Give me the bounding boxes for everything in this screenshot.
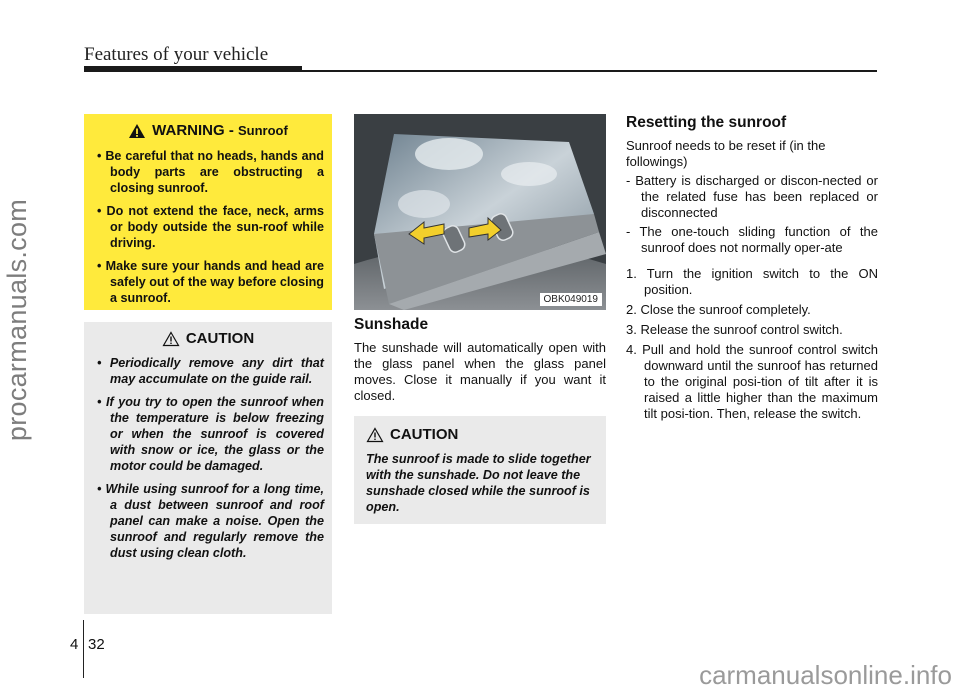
reset-step-item: 3. Release the sunroof control switch.	[626, 322, 843, 337]
caution-triangle-icon	[162, 331, 180, 347]
caution-box-guide-rail	[84, 322, 332, 614]
caution-sunshade-text: The sunroof is made to slide together with the sunshade. Do not leave the sunshade closed while the sunroof is open.	[366, 452, 591, 514]
caution-title	[366, 426, 596, 443]
warning-title-subject: Sunroof	[238, 123, 288, 138]
sunroof-illustration	[354, 114, 606, 310]
warning-item: • Do not extend the face, neck, arms or body outside the sun-roof while driving.	[97, 204, 324, 250]
caution-box-sunshade	[354, 416, 606, 524]
header-rule-thin	[302, 70, 877, 72]
reset-steps	[626, 266, 878, 422]
footer-section-number: 4	[70, 636, 79, 653]
footer-divider	[83, 620, 84, 678]
reset-conditions	[626, 173, 878, 256]
reset-condition-item: - The one-touch sliding function of the sunroof does not normally oper-ate	[626, 224, 878, 255]
watermark-carmanualsonline: carmanualsonline.info	[699, 660, 952, 690]
reset-step-item: 4. Pull and hold the sunroof control switch downward until the sunroof has returned to the original posi-tion of tilt after it is raised a little higher than the maximum tilt posi-tion. Then, release the switch.	[626, 342, 878, 421]
warning-box	[84, 114, 332, 310]
left-column	[84, 114, 332, 614]
right-column	[626, 114, 878, 426]
page-header-title: Features of your vehicle	[84, 44, 269, 65]
reset-step-item: 1. Turn the ignition switch to the ON position.	[626, 266, 878, 297]
reset-condition-item: - Battery is discharged or discon-nected or the related fuse has been replaced or disconnected	[626, 173, 878, 220]
warning-list	[92, 148, 324, 306]
warning-title-text: WARNING -	[152, 122, 238, 139]
footer-page-number: 32	[88, 636, 105, 653]
caution-title-text: CAUTION	[185, 330, 255, 347]
warning-item: • Be careful that no heads, hands and body parts are obstructing a closing sunroof.	[97, 149, 324, 195]
reset-intro: Sunroof needs to be reset if (in the followings)	[626, 138, 826, 169]
reset-step-item: 2. Close the sunroof completely.	[626, 302, 811, 317]
header-rule-thick	[84, 66, 302, 72]
caution-item: • While using sunroof for a long time, a dust between sunroof and roof panel can make a noise. Open the sunroof and regularly remove the dust using clean cloth.	[97, 482, 324, 560]
sunshade-body: The sunshade will automatically open with the glass panel when the glass panel moves. Close it manually if you want it closed.	[354, 340, 606, 403]
caution-list	[92, 355, 324, 561]
sunroof-photo	[354, 114, 606, 310]
warning-title	[92, 122, 324, 140]
figure-code: OBK049019	[540, 293, 603, 306]
warning-item: • Make sure your hands and head are safely out of the way before closing a sunroof.	[97, 259, 324, 305]
caution-title	[92, 330, 324, 347]
watermark-procarmanuals: procarmanuals.com	[2, 198, 32, 442]
reset-heading: Resetting the sunroof	[626, 114, 787, 131]
middle-column	[354, 114, 606, 524]
caution-item: • Periodically remove any dirt that may accumulate on the guide rail.	[97, 356, 324, 386]
warning-triangle-icon	[128, 123, 146, 139]
sunshade-heading: Sunshade	[354, 316, 429, 333]
caution-item: • If you try to open the sunroof when the temperature is below freezing or when the sunroof is covered with snow or ice, the glass or the motor could be damaged.	[97, 395, 324, 473]
caution-title-text: CAUTION	[390, 426, 459, 443]
caution-triangle-icon	[366, 427, 384, 443]
